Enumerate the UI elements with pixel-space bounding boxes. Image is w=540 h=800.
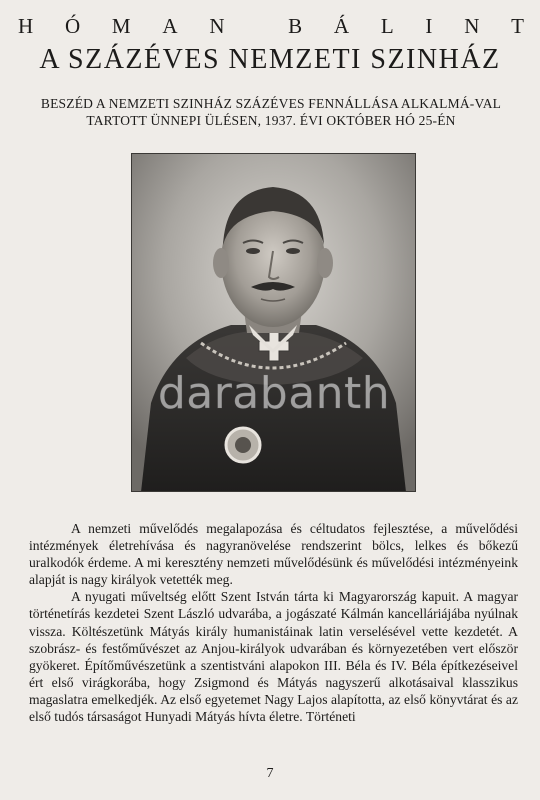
author-letter: N bbox=[464, 14, 480, 38]
author-name bbox=[18, 14, 524, 39]
page-subtitle: BESZÉD A NEMZETI SZINHÁZ SZÁZÉVES FENNÁLLÁSA ALKALMÁ-VAL TARTOTT ÜNNEPI ÜLÉSEN, 1937. ÉVI OKTÓBER HÓ 25-ÉN bbox=[40, 96, 502, 128]
author-letter: I bbox=[425, 14, 433, 38]
author-letter: H bbox=[18, 14, 34, 38]
author-letter: Á bbox=[333, 14, 350, 38]
author-letter: Ó bbox=[64, 14, 81, 38]
author-letter: B bbox=[288, 14, 303, 38]
author-letter: A bbox=[162, 14, 178, 38]
paragraph: A nemzeti művelődés megalapozása és céltudatos fejlesztése, a művelődési intézmények életrehívása és nagyranövelése rendszerint bölcs, lelkes és bőkezű uralkodók érdeme. A mi keresztény nemzeti művelődésünk és művelődési intézményeink alapját is nagy királyok vetették meg. bbox=[29, 521, 518, 588]
paragraph: A nyugati műveltség előtt Szent István tárta ki Magyarország kapuit. A magyar történetírás kezdetei Szent László udvarába, a jogászaté Kálmán kancelláriájába nyúlnak vissza. Költészetünk Mátyás király humanistáinak latin verselésével vette kezdetét. A szobrász- és festőművészet az Anjou-királyok udvarában és környezetében vert először gyökeret. Építőművészetünk a szentistváni alapokon III. Béla és IV. Béla építkezéseivel ért első virágkorába, hogy Zsigmond és Mátyás nagyszerű alkotásaival klasszikus magaslatra emelkedjék. Az első egyetemet Nagy Lajos alapította, az első könyvtárat és az első tudós társaságot Hunyadi Mátyás hívta életre. Történeti bbox=[29, 589, 518, 725]
author-letter: N bbox=[209, 14, 225, 38]
page-title: A SZÁZÉVES NEMZETI SZINHÁZ bbox=[39, 44, 501, 75]
author-letter: T bbox=[511, 14, 524, 38]
portrait-photo bbox=[131, 153, 416, 492]
watermark-text: darabanth bbox=[157, 368, 391, 419]
body-text bbox=[29, 520, 518, 725]
author-letter: M bbox=[111, 14, 131, 38]
portrait-image bbox=[131, 153, 416, 492]
page-number: 7 bbox=[266, 766, 274, 781]
author-letter: L bbox=[380, 14, 394, 38]
